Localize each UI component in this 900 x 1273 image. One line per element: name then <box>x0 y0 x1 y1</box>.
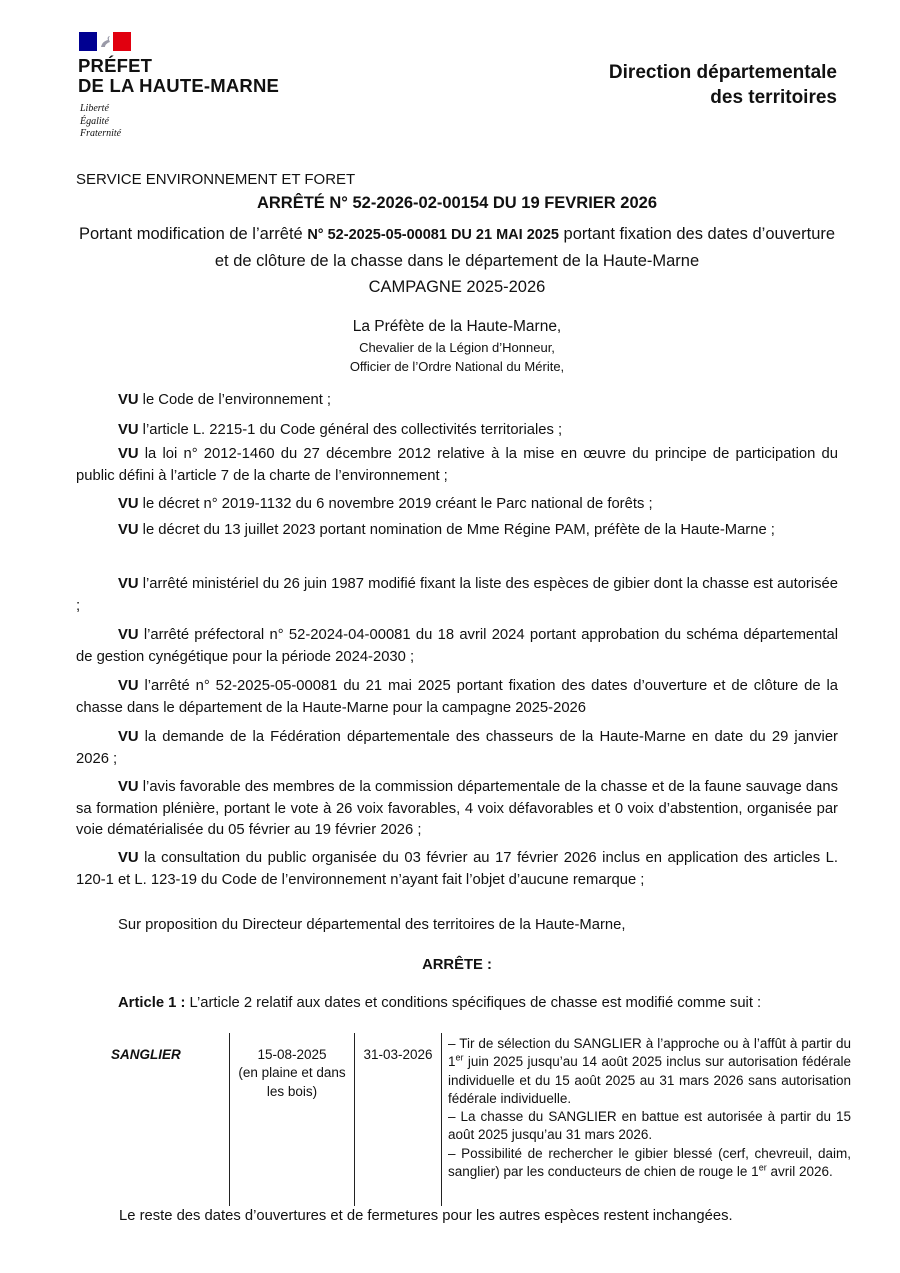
visa-item: VU l’arrêté n° 52-2025-05-00081 du 21 mai 2025 portant fixation des dates d’ouverture et de clôture de la chasse dans le département de la Haute-Marne pour la campagne 2025-2026 <box>76 678 838 716</box>
visa-item: VU l’arrêté préfectoral n° 52-2024-04-00081 du 18 avril 2024 portant approbation du schéma départemental de gestion cynégétique pour la période 2024-2030 ; <box>76 627 838 665</box>
arrete-subject: Portant modification de l’arrêté N° 52-2025-05-00081 DU 21 MAI 2025 portant fixation des dates d’ouverture et de clôture de la chasse dans le département de la Haute-Marne CAMPAGNE 2025-2026 <box>78 225 836 296</box>
species-cell: SANGLIER <box>111 1047 181 1062</box>
authority-block <box>76 316 838 376</box>
closing-cell: 31-03-2026 <box>355 1033 442 1206</box>
authority-grade: Chevalier de la Légion d’Honneur, <box>359 340 555 355</box>
table-row <box>103 1033 855 1206</box>
visa-item: VU l’article L. 2215-1 du Code général des collectivités territoriales ; <box>118 422 563 438</box>
authority-name: La Préfète de la Haute-Marne, <box>352 318 562 335</box>
hunting-dates-table <box>103 1033 855 1206</box>
article-1: Article 1 : L’article 2 relatif aux dates et conditions spécifiques de chasse est modifié comme suit : <box>118 995 762 1011</box>
visa-item: VU la demande de la Fédération départementale des chasseurs de la Haute-Marne en date du 29 janvier 2026 ; <box>76 729 838 767</box>
marianne-flag-logo <box>79 32 131 51</box>
arrete-number: ARRÊTÉ N° 52-2026-02-00154 DU 19 FEVRIER 2026 <box>256 194 658 212</box>
proposition: Sur proposition du Directeur départemental des territoires de la Haute-Marne, <box>118 917 626 933</box>
arrete-heading: ARRÊTE : <box>422 957 492 973</box>
visa-item: VU la consultation du public organisée du 03 février au 17 février 2026 inclus en application des articles L. 120-1 et L. 123-19 du Code de l’environnement n’ayant fait l’objet d’aucune remarque ; <box>76 850 838 888</box>
direction-title: Direction départementale des territoires <box>608 62 837 108</box>
visa-item: VU le décret n° 2019-1132 du 6 novembre 2019 créant le Parc national de forêts ; <box>118 496 653 512</box>
prefet-title: PRÉFET DE LA HAUTE-MARNE <box>78 55 280 96</box>
authority-grade: Officier de l’Ordre National du Mérite, <box>349 359 565 374</box>
closing-statement: Le reste des dates d’ouvertures et de fermetures pour les autres espèces restent inchangées. <box>119 1208 733 1224</box>
visa-item: VU l’arrêté ministériel du 26 juin 1987 modifié fixant la liste des espèces de gibier dont la chasse est autorisée ; <box>76 576 838 614</box>
service-name: SERVICE ENVIRONNEMENT ET FORET <box>76 171 356 188</box>
opening-cell: 15-08-2025 (en plaine et dans les bois) <box>230 1033 355 1206</box>
republic-motto: Liberté Égalité Fraternité <box>80 103 122 139</box>
visa-item: VU l’avis favorable des membres de la commission départementale de la chasse et de la faune sauvage dans sa formation plénière, portant le vote à 26 voix favorables, 4 voix défavorables et 0 voix d’abstention, organisée par voie dématérialisée du 05 février au 19 février 2026 ; <box>76 779 838 838</box>
conditions-cell: – Tir de sélection du SANGLIER à l’approche ou à l’affût à partir du 1er juin 2025 jusqu’au 14 août 2025 inclus sur autorisation fédérale individuelle et du 15 août 2025 au 31 mars 2026 sans autorisation fédérale individuelle. – La chasse du SANGLIER en battue est autorisée à partir du 15 août 2025 jusqu’au 31 mars 2026. – Possibilité de rechercher le gibier blessé (cerf, chevreuil, daim, sanglier) par les conducteurs de chien de rouge le 1er avril 2026. <box>442 1033 856 1206</box>
visa-item: VU le Code de l’environnement ; <box>118 392 332 408</box>
visa-item: VU la loi n° 2012-1460 du 27 décembre 2012 relative à la mise en œuvre du principe de participation du public défini à l’article 7 de la charte de l’environnement ; <box>76 446 838 484</box>
visa-item: VU le décret du 13 juillet 2023 portant nomination de Mme Régine PAM, préfète de la Haute-Marne ; <box>118 522 775 538</box>
